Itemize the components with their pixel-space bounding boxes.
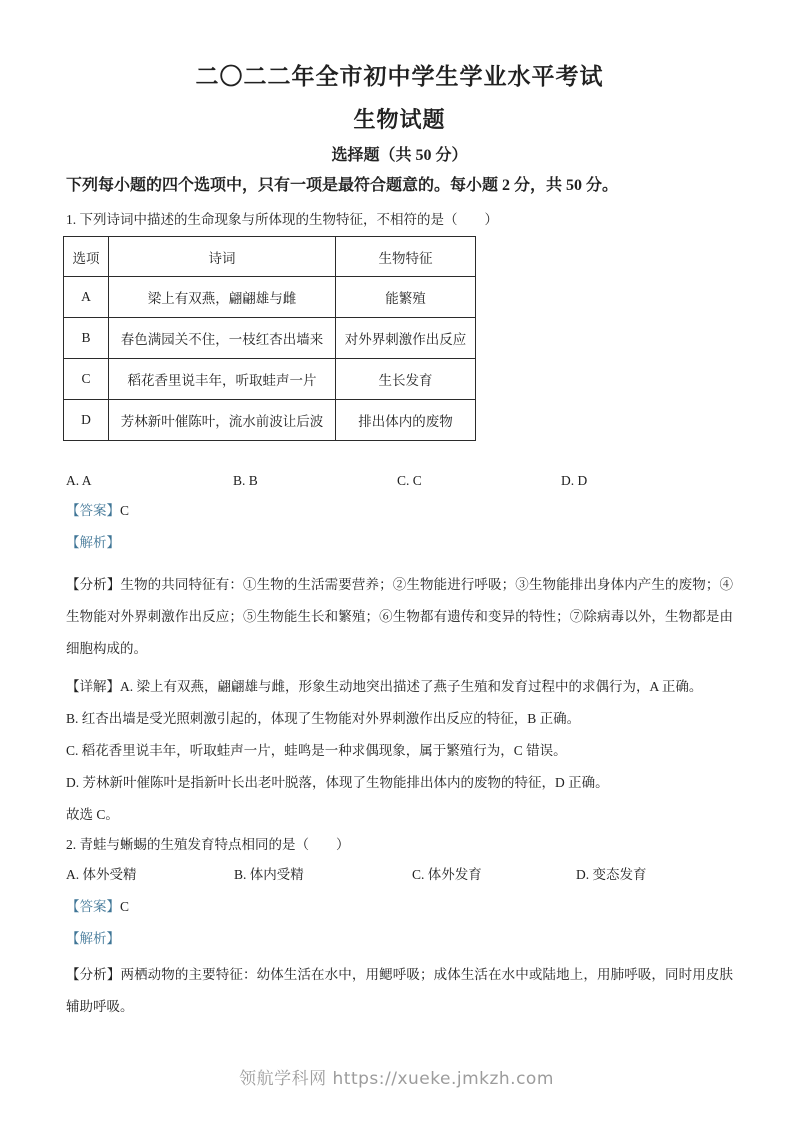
table-cell-feature: 对外界刺激作出反应 — [336, 318, 476, 359]
question-1-options — [66, 471, 733, 491]
table-cell-poem: 稻花香里说丰年，听取蛙声一片 — [109, 359, 336, 400]
conclusion-line: 故选 C。 — [66, 807, 119, 822]
table-row — [64, 359, 476, 400]
option-b: B. B — [233, 473, 258, 488]
table-cell-feature: 生长发育 — [336, 359, 476, 400]
detail-line-c: C. 稻花香里说丰年，听取蛙声一片，蛙鸣是一种求偶现象，属于繁殖行为，C 错误。 — [66, 743, 567, 758]
option-a: A. A — [66, 473, 92, 488]
table-header-row — [64, 237, 476, 277]
question-2-options — [66, 865, 733, 885]
table-header-option: 选项 — [64, 237, 109, 277]
instruction-text: 下列每小题的四个选项中，只有一项是最符合题意的。每小题 2 分，共 50 分。 — [66, 177, 619, 194]
exam-subtitle: 生物试题 — [353, 107, 446, 132]
answer-value: C — [120, 899, 130, 914]
explanation-line — [66, 533, 733, 553]
explanation-line — [66, 929, 733, 949]
poem-feature-table — [63, 236, 476, 441]
table-cell-poem: 春色满园关不住，一枝红杏出墙来 — [109, 318, 336, 359]
table-row — [64, 400, 476, 441]
option-d: D. 变态发育 — [576, 867, 647, 882]
table-cell-option: B — [64, 318, 109, 359]
answer-label: 【答案】 — [66, 503, 120, 518]
analysis-paragraph: 【分析】生物的共同特征有：①生物的生活需要营养；②生物能进行呼吸；③生物能排出身体内产生的废物；④生物能对外界刺激作出反应；⑤生物能生长和繁殖；⑥生物都有遗传和变异的特性；⑦除病毒以外，生物都是由细胞构成的。 — [66, 577, 733, 656]
detail-block — [66, 671, 733, 831]
table-row — [64, 318, 476, 359]
table-header-feature: 生物特征 — [336, 237, 476, 277]
table-cell-option: D — [64, 400, 109, 441]
analysis-paragraph: 【分析】两栖动物的主要特征：幼体生活在水中，用鳃呼吸；成体生活在水中或陆地上，用肺呼吸，同时用皮肤辅助呼吸。 — [66, 967, 733, 1014]
table-cell-feature: 排出体内的废物 — [336, 400, 476, 441]
detail-line-a: 【详解】A. 梁上有双燕，翩翩雄与雌，形象生动地突出描述了燕子生殖和发育过程中的求偶行为，A 正确。 — [66, 679, 703, 694]
section-heading: 选择题（共 50 分） — [331, 147, 468, 164]
explanation-label: 【解析】 — [66, 931, 120, 946]
answer-value: C — [120, 503, 130, 518]
detail-line-d: D. 芳林新叶催陈叶是指新叶长出老叶脱落，体现了生物能排出体内的废物的特征，D 正确。 — [66, 775, 609, 790]
table-header-poem: 诗词 — [109, 237, 336, 277]
explanation-label: 【解析】 — [66, 535, 120, 550]
option-d: D. D — [561, 473, 588, 488]
option-a: A. 体外受精 — [66, 867, 137, 882]
table-cell-feature: 能繁殖 — [336, 277, 476, 318]
option-c: C. 体外发育 — [412, 867, 482, 882]
table-cell-option: A — [64, 277, 109, 318]
question-1 — [66, 210, 733, 831]
table-cell-poem: 梁上有双燕，翩翩雄与雌 — [109, 277, 336, 318]
question-2-stem: 2. 青蛙与蜥蜴的生殖发育特点相同的是（ ） — [66, 837, 350, 852]
table-cell-option: C — [64, 359, 109, 400]
table-cell-poem: 芳林新叶催陈叶，流水前波让后波 — [109, 400, 336, 441]
detail-line-b: B. 红杏出墙是受光照刺激引起的，体现了生物能对外界刺激作出反应的特征，B 正确。 — [66, 711, 581, 726]
table-row — [64, 277, 476, 318]
exam-title: 二〇二二年全市初中学生学业水平考试 — [195, 64, 604, 89]
answer-line — [66, 897, 733, 917]
question-1-stem: 1. 下列诗词中描述的生命现象与所体现的生物特征，不相符的是（ ） — [66, 212, 498, 227]
option-b: B. 体内受精 — [234, 867, 304, 882]
option-c: C. C — [397, 473, 422, 488]
watermark-footer: 领航学科网 https://xueke.jmkzh.com — [239, 1069, 554, 1089]
answer-label: 【答案】 — [66, 899, 120, 914]
question-2 — [66, 835, 733, 1023]
answer-line — [66, 501, 733, 521]
